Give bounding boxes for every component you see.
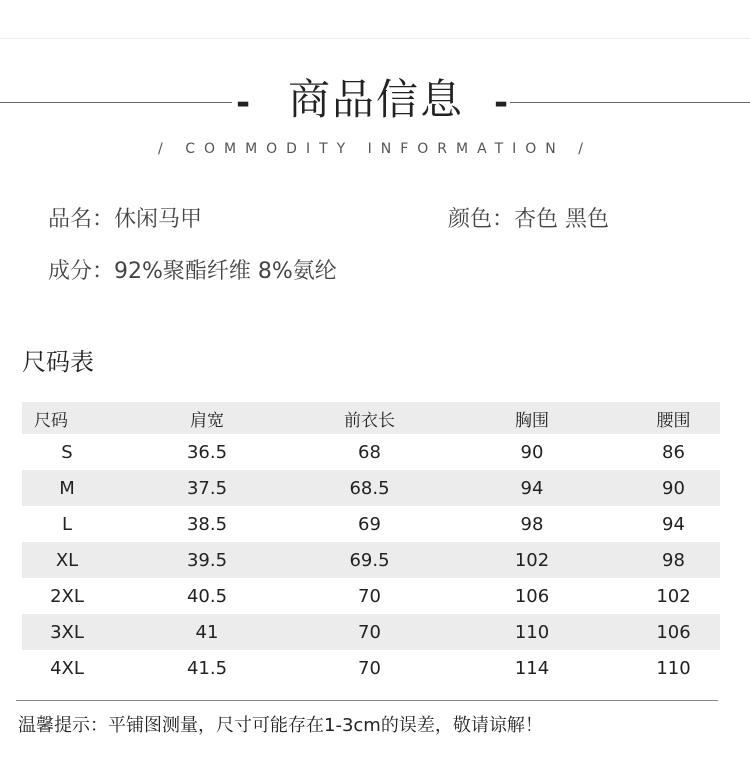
cell-size: 2XL bbox=[50, 585, 84, 607]
cell-front-length: 68 bbox=[358, 441, 381, 463]
page-title: 商品信息 bbox=[288, 75, 465, 124]
product-material: 成分：92%聚酯纤维 8%氨纶 bbox=[48, 259, 337, 284]
page-subtitle: / COMMODITY INFORMATION / bbox=[158, 141, 592, 157]
table-row bbox=[22, 542, 720, 578]
section-title bbox=[0, 70, 750, 130]
cell-size: 3XL bbox=[50, 621, 84, 643]
product-color: 颜色：杏色 黑色 bbox=[448, 207, 609, 232]
table-row bbox=[22, 578, 720, 614]
cell-waist: 90 bbox=[662, 477, 685, 499]
cell-chest: 90 bbox=[520, 441, 544, 463]
header-size: 尺码 bbox=[34, 410, 68, 431]
size-chart-title: 尺码表 bbox=[22, 348, 94, 376]
cell-chest: 102 bbox=[514, 549, 550, 571]
cell-waist: 86 bbox=[662, 441, 685, 463]
table-row bbox=[22, 614, 720, 650]
cell-shoulder: 38.5 bbox=[186, 513, 228, 535]
cell-waist: 110 bbox=[656, 657, 691, 679]
table-row bbox=[22, 470, 720, 506]
cell-size: M bbox=[59, 477, 75, 499]
title-dash-left: - bbox=[236, 83, 251, 123]
cell-front-length: 70 bbox=[358, 585, 381, 607]
table-row bbox=[22, 506, 720, 542]
measurement-note: 温馨提示：平铺图测量，尺寸可能存在1-3cm的误差，敬请谅解！ bbox=[18, 715, 543, 736]
cell-chest: 114 bbox=[514, 657, 550, 679]
table-row bbox=[22, 650, 720, 686]
cell-waist: 98 bbox=[662, 549, 685, 571]
table-row bbox=[22, 434, 720, 470]
title-line-left bbox=[0, 102, 232, 103]
cell-waist: 94 bbox=[662, 513, 685, 535]
cell-front-length: 70 bbox=[358, 657, 381, 679]
cell-size: L bbox=[61, 513, 73, 535]
product-name: 品名：休闲马甲 bbox=[48, 207, 203, 232]
bottom-divider bbox=[16, 700, 718, 701]
header-front-length: 前衣长 bbox=[344, 410, 395, 431]
cell-front-length: 68.5 bbox=[349, 477, 390, 499]
cell-chest: 94 bbox=[520, 477, 544, 499]
cell-front-length: 69 bbox=[358, 513, 381, 535]
cell-shoulder: 41 bbox=[195, 621, 219, 643]
title-dash-right: - bbox=[494, 83, 509, 123]
header-waist: 腰围 bbox=[656, 410, 691, 431]
cell-front-length: 69.5 bbox=[349, 549, 390, 571]
title-line-right bbox=[510, 102, 750, 103]
cell-waist: 102 bbox=[656, 585, 691, 607]
cell-chest: 110 bbox=[514, 621, 550, 643]
cell-size: 4XL bbox=[50, 657, 84, 679]
cell-chest: 106 bbox=[514, 585, 550, 607]
cell-chest: 98 bbox=[520, 513, 544, 535]
cell-front-length: 70 bbox=[358, 621, 381, 643]
cell-shoulder: 41.5 bbox=[186, 657, 228, 679]
cell-waist: 106 bbox=[656, 621, 691, 643]
header-chest: 胸围 bbox=[515, 410, 549, 431]
table-header-row bbox=[22, 402, 720, 434]
cell-shoulder: 36.5 bbox=[186, 441, 228, 463]
cell-size: S bbox=[61, 441, 73, 463]
header-shoulder: 肩宽 bbox=[190, 410, 224, 431]
cell-shoulder: 40.5 bbox=[186, 585, 228, 607]
cell-shoulder: 37.5 bbox=[186, 477, 228, 499]
top-divider bbox=[0, 38, 750, 39]
cell-size: XL bbox=[55, 549, 79, 571]
size-table bbox=[22, 402, 720, 686]
cell-shoulder: 39.5 bbox=[186, 549, 228, 571]
